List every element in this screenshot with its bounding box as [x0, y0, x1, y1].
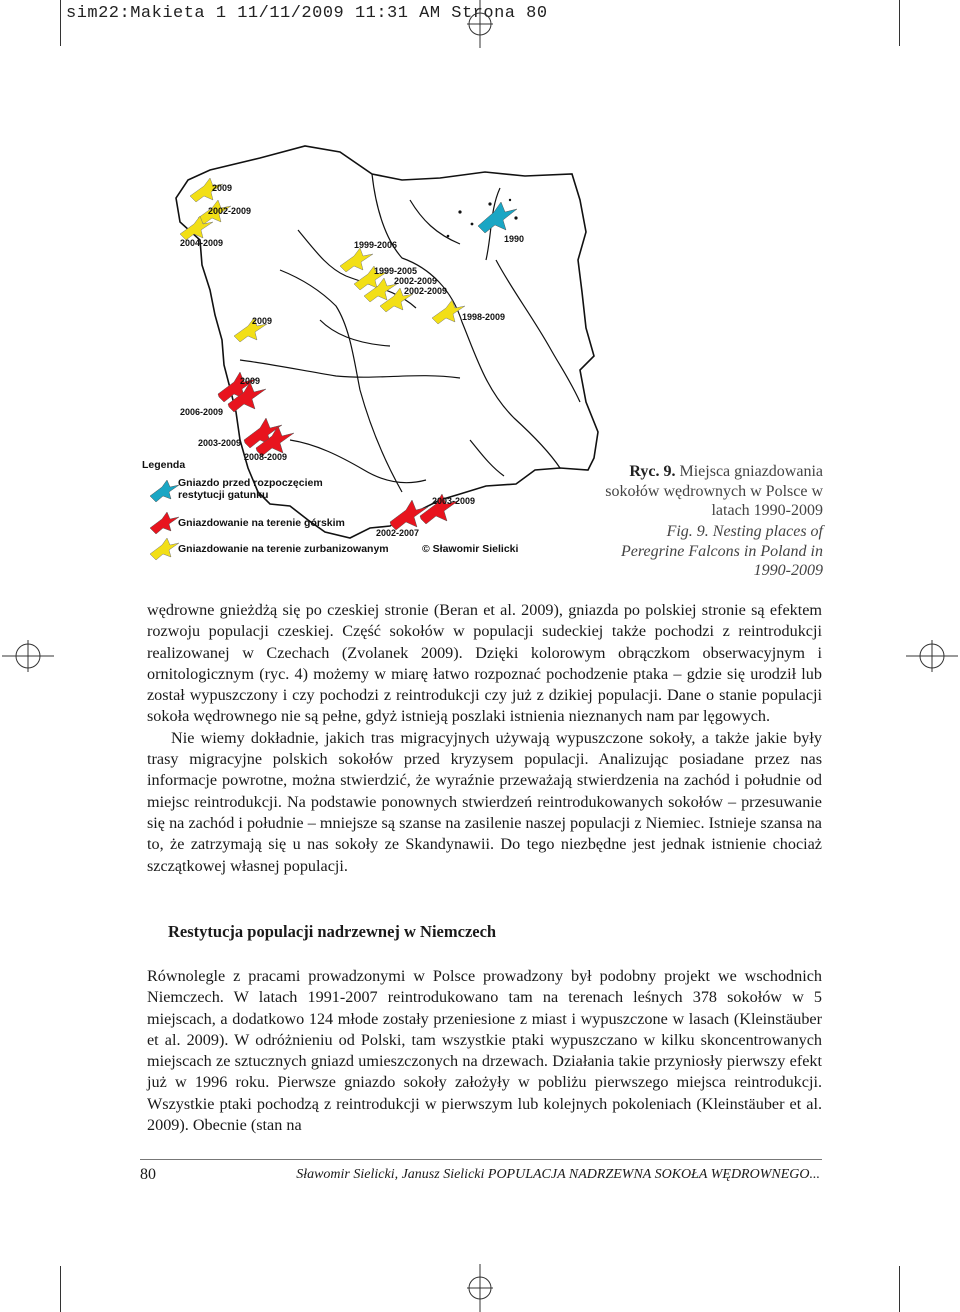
crop-mark-top-right [899, 0, 900, 46]
map-label: 1999-2006 [354, 240, 398, 250]
bird-cyan-ne [478, 202, 517, 233]
slug-line: sim22:Makieta 1 11/11/2009 11:31 AM Strona 80 [66, 4, 548, 23]
map-label: 2003-2009 [198, 438, 242, 448]
legend-bird-red [150, 512, 179, 534]
map-credit: © Sławomir Sielicki [422, 543, 519, 555]
caption-text-en: Nesting places of Peregrine Falcons in Poland in 1990-2009 [620, 523, 823, 579]
legend-bird-yellow [150, 538, 179, 560]
registration-mark-left [2, 636, 54, 676]
bird-yellow-c1 [340, 248, 373, 272]
map-label: 2002-2009 [394, 276, 438, 286]
map-label: 2009 [240, 376, 261, 386]
body-section-1 [147, 600, 822, 877]
map-label: 2008-2009 [244, 452, 288, 462]
paragraph-1: wędrowne gnieżdżą się po czeskiej stronie (Beran et al. 2009), gniazda po polskiej stronie są efektem rozwoju populacji czeskiej. Część sokołów w populacji sudeckiej także pochodzi z reintrodukcji realizowanej w Czechach (Zvolanek 2009). Dzięki kolorowym obrączkom obserwacyjnym i ornitologicznym (ryc. 4) możemy w miarę łatwo rozpoznać pochodzenie ptaka – gdzie się urodził lub został wypuszczony i czy pochodzi z reintrodukcji czy już z dzikiej populacji. Dane o stanie populacji sokoła wędrownego nie są pełne, gdyż istnieją poszlaki istnienia nieznanych nam par lęgowych. [147, 601, 822, 726]
legend-item-1-line-1: Gniazdo przed rozpoczęciem [178, 477, 323, 489]
legend-title: Legenda [142, 459, 186, 471]
bird-yellow-c5 [432, 300, 465, 324]
running-footer: Sławomir Sielicki, Janusz Sielicki POPULACJA NADRZEWNA SOKOŁA WĘDROWNEGO... [296, 1167, 820, 1182]
map-label: 1998-2009 [462, 312, 506, 322]
poland-nest-map [140, 140, 610, 570]
map-label: 2002-2009 [208, 206, 252, 216]
footer-rule [140, 1159, 822, 1160]
map-label: 2006-2009 [180, 407, 224, 417]
paragraph-3: Równolegle z pracami prowadzonymi w Polsce prowadzony był podobny projekt we wschodnich Niemczech. W latach 1991-2007 reintrodukowano tam na terenach leśnych 378 sokołów w 5 miejscach, a dodatkowo 124 młode zostały przeniesione z miast i wypuszczone w lasach (Kleinstäuber et al. 2009). W odróżnieniu od Polski, tam wszystkie ptaki wypuszczano w kilku skoncentrowanych miejscach ze sztucznych gniazd umieszczonych na drzewach. Działania takie przyniosły pierwszy efekt już w 1996 roku. Pierwsze gniazdo sokoły założyły w pobliżu pierwszego miejsca reintrodukcji. Wszystkie ptaki pochodzą z reintrodukcji w pierwszym lub kolejnych pokoleniach (Kleinstäuber et al. 2009). Obecnie (stan na [147, 967, 822, 1135]
caption-text-pl: Miejsca gniazdowania sokołów wędrownych w Polsce w latach 1990-2009 [605, 463, 823, 519]
figure-caption-english [605, 522, 823, 581]
registration-mark-bottom [465, 1264, 495, 1312]
body-section-2 [147, 966, 822, 1136]
crop-mark-top-left [60, 0, 61, 46]
crop-mark-bottom-left [60, 1266, 61, 1312]
legend-item-1-line-2: restytucji gatunku [178, 489, 269, 501]
map-label: 2002-2007 [376, 528, 420, 538]
map-label: 2004-2009 [180, 238, 224, 248]
map-label: 2009 [212, 183, 233, 193]
caption-label-pl: Ryc. 9. [629, 463, 676, 480]
registration-mark-top [465, 0, 495, 48]
rivers [240, 174, 580, 492]
map-label: 1999-2005 [374, 266, 418, 276]
map-label: 2003-2009 [432, 496, 476, 506]
figure-caption-polish [605, 462, 823, 521]
legend-item-3: Gniazdowanie na terenie zurbanizowanym [178, 543, 389, 555]
section-heading: Restytucja populacji nadrzewnej w Niemczech [168, 922, 497, 941]
legend-item-2: Gniazdowanie na terenie górskim [178, 517, 345, 529]
paragraph-2: Nie wiemy dokładnie, jakich tras migracyjnych używają wypuszczone sokoły, a także jakie były trasy migracyjne polskich sokołów przed kryzysem populacji. Analizując posiadane przez nas informacje powrotne, można stwierdzić, że wyraźnie przeważają stwierdzenia na zachód i południe od miejsc reintrodukcji. Na podstawie ponownych stwierdzeń reintrodukowanych sokołów – przesuwanie się na zachód i południe – mniejsze są szanse na zasilenie naszej populacji z Niemiec. Istnieje szansa na to, że zatrzymają się u nas sokoły ze Skandynawii. Do tego niezbędne jest jednak istnienie chociaż szczątkowej własnej populacji. [147, 728, 822, 875]
lakes [447, 199, 518, 237]
map-label: 2002-2009 [404, 286, 448, 296]
caption-label-en: Fig. 9. [666, 523, 709, 540]
registration-mark-right [906, 636, 958, 676]
map-label: 2009 [252, 316, 273, 326]
map-label: 1990 [504, 234, 525, 244]
page-number: 80 [140, 1166, 156, 1183]
crop-mark-bottom-right [899, 1266, 900, 1312]
legend-bird-cyan [150, 480, 179, 502]
